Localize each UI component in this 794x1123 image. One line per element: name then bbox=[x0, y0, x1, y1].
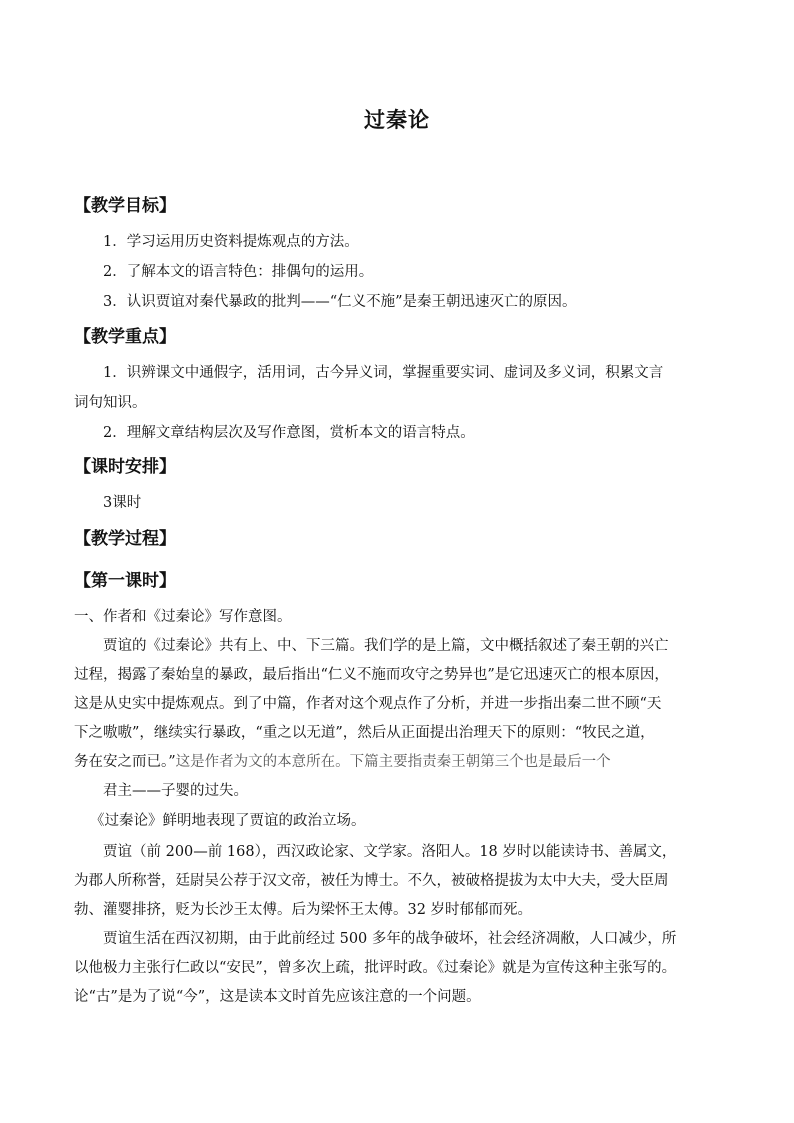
paragraph-line: 贾谊（前 200—前 168），西汉政论家、文学家。洛阳人。18 岁时以能读诗书、善属文， bbox=[103, 844, 677, 860]
schedule-text: 3课时 bbox=[103, 495, 142, 511]
paragraph-line bbox=[74, 752, 611, 772]
paragraph-line: 贾谊生活在西汉初期，由于此前经过 500 多年的战争破坏，社会经济凋敝，人口减少，所 bbox=[103, 931, 677, 947]
keypoint-item: 1．识辨课文中通假字，活用词，古今异义词，掌握重要实词、虚词及多义词，积累文言 bbox=[103, 365, 664, 381]
paragraph-line: 君主——子婴的过失。 bbox=[103, 783, 248, 799]
paragraph-line: 论“古”是为了说“今”，这是读本文时首先应该注意的一个问题。 bbox=[74, 989, 481, 1005]
lesson1-subheading: 一、作者和《过秦论》写作意图。 bbox=[74, 609, 292, 625]
paragraph-line: 勃、灌婴排挤，贬为长沙王太傅。后为梁怀王太傅。32 岁时郁郁而死。 bbox=[74, 902, 533, 918]
paragraph-line: 贾谊的《过秦论》共有上、中、下三篇。我们学的是上篇，文中概括叙述了秦王朝的兴亡 bbox=[103, 638, 669, 654]
paragraph-line: 为郡人所称誉，廷尉吴公荐于汉文帝，被任为博士。不久，被破格提拔为太中大夫，受大臣周 bbox=[74, 873, 669, 889]
section-heading-lesson1: 【第一课时】 bbox=[74, 571, 176, 591]
section-heading-keypoints: 【教学重点】 bbox=[74, 327, 176, 347]
section-heading-schedule: 【课时安排】 bbox=[74, 457, 176, 477]
section-heading-process: 【教学过程】 bbox=[74, 529, 176, 549]
keypoint-item-continued: 词句知识。 bbox=[74, 395, 147, 411]
paragraph-line: 《过秦论》鲜明地表现了贾谊的政治立场。 bbox=[90, 813, 366, 829]
paragraph-line: 过程，揭露了秦始皇的暴政，最后指出“仁义不施而攻守之势异也”是它迅速灭亡的根本原因， bbox=[74, 667, 669, 683]
goal-item: 2．了解本文的语言特色：排偶句的运用。 bbox=[103, 264, 374, 280]
paragraph-fragment: 务在安之而已。” bbox=[74, 754, 176, 770]
page-title: 过秦论 bbox=[364, 107, 430, 132]
paragraph-line: 这是从史实中提炼观点。到了中篇，作者对这个观点作了分析，并进一步指出秦二世不顾“天 bbox=[74, 696, 662, 712]
goal-item: 1．学习运用历史资料提炼观点的方法。 bbox=[103, 234, 359, 250]
section-heading-goals: 【教学目标】 bbox=[74, 196, 176, 216]
paragraph-line: 下之嗷嗷”，继续实行暴政，“重之以无道”，然后从正面提出治理天下的原则：“牧民之道， bbox=[74, 725, 655, 741]
paragraph-line: 以他极力主张行仁政以“安民”，曾多次上疏，批评时政。《过秦论》就是为宣传这种主张写的。 bbox=[74, 960, 677, 976]
paragraph-fragment-gray: 这是作者为文的本意所在。下篇主要指责秦王朝第三个也是最后一个 bbox=[175, 754, 611, 770]
keypoint-item: 2．理解文章结构层次及写作意图，赏析本文的语言特点。 bbox=[103, 425, 475, 441]
goal-item: 3．认识贾谊对秦代暴政的批判——“仁义不施”是秦王朝迅速灭亡的原因。 bbox=[103, 294, 577, 310]
